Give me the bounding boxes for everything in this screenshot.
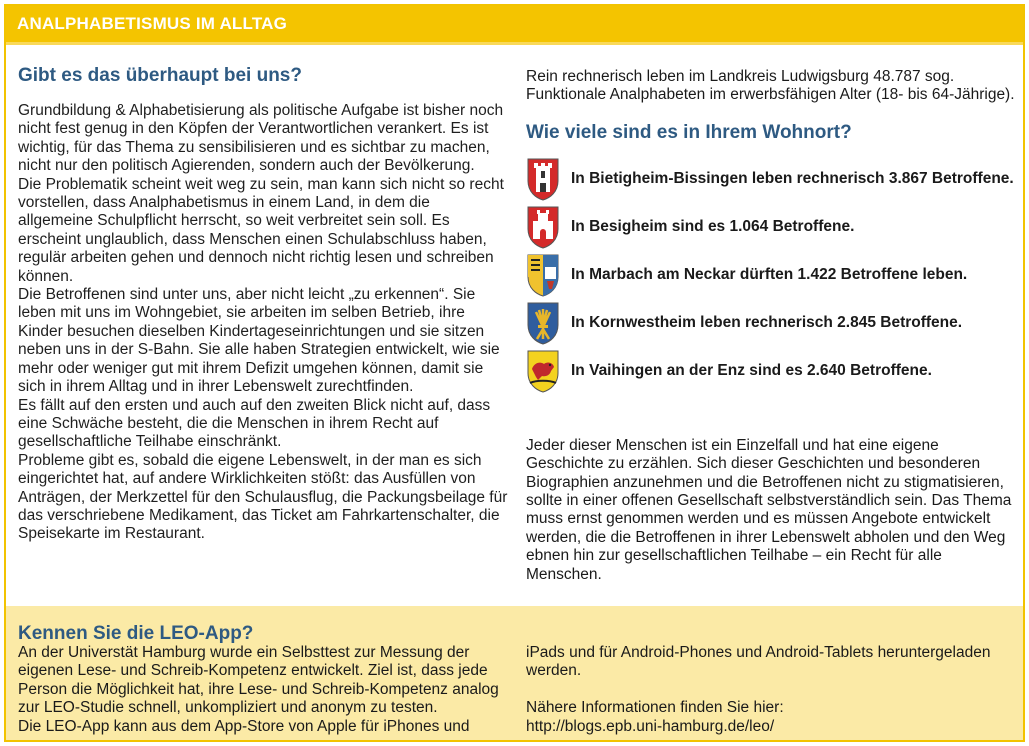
more-info-label: Nähere Informationen finden Sie hier: (526, 699, 784, 717)
right-column (526, 68, 1018, 584)
vaihingen-crest-icon (526, 349, 560, 393)
town-text: In Bietigheim-Bissingen leben rechnerisch 3.867 Betroffene. (571, 169, 1014, 187)
besigheim-crest-icon (526, 205, 560, 249)
article-frame (4, 4, 1025, 742)
closing-paragraph: Jeder dieser Menschen ist ein Einzelfall und hat eine eigene Geschichte zu erzählen. Sich dieser Geschichten und besonderen Biographien anzunehmen und die Betroffenen nicht zu stigmatisieren, sollte in einer offenen Gesellschaft selbstverständlich sein. Das Thema muss ernst genommen werden und es müssen Angebote entwickelt werden, die die Betroffenen in ihrer Lebenswelt abholen und den Weg ebnen hin zur gesellschaftlichen Teilhabe – ein Recht für alle Menschen. (526, 436, 1012, 583)
marbach-crest-icon (526, 253, 560, 297)
leo-app-download-start: Die LEO-App kann aus dem App-Store von Apple für iPhones und (18, 717, 470, 735)
paragraph-3: Die Betroffenen sind unter uns, aber nicht leicht „zu erkennen“. Sie leben mit uns im Wohngebiet, sie arbeiten im selben Betrieb, ihre Kinder besuchen dieselben Kindertageseinrichtungen und sie sitzen neben uns in der S-Bahn. Sie alle haben Strategien entwickelt, wie sie mehr oder weniger gut mit ihrem Defizit umgehen können, damit sie sich in ihrem Alltag und in ihrer Lebenswelt zurechtfinden. (18, 286, 500, 396)
paragraph-4: Es fällt auf den ersten und auch auf den zweiten Blick nicht auf, dass eine Schwäche besteht, die die Menschen in ihrem Recht auf gesellschaftliche Teilhabe einschränkt. (18, 396, 491, 451)
leo-app-right-text (526, 644, 1016, 736)
town-item-marbach (526, 253, 1018, 297)
town-text: In Vaihingen an der Enz sind es 2.640 Betroffene. (571, 361, 932, 379)
left-column (18, 64, 508, 544)
section-header: ANALPHABETISMUS IM ALLTAG (6, 6, 1023, 42)
left-heading: Gibt es das überhaupt bei uns? (18, 65, 302, 86)
leo-app-box (6, 606, 1023, 740)
paragraph-5: Probleme gibt es, sobald die eigene Lebenswelt, in der man es sich eingerichtet hat, auf andere Wirklichkeiten stößt: das Ausfüllen von Anträgen, der Merkzettel für den Schulausflug, die Packungsbeilage für das verschriebene Medikament, das Ticket am Fahrkartenschalter, die Speisekarte im Restaurant. (18, 451, 508, 543)
town-item-kornwestheim (526, 301, 1018, 345)
bietigheim-crest-icon (526, 157, 560, 201)
town-text: In Marbach am Neckar dürften 1.422 Betroffene leben. (571, 265, 968, 283)
paragraph-1: Grundbildung & Alphabetisierung als politische Aufgabe ist bisher noch nicht fest genug in den Köpfen der Verantwortlichen verankert. Es ist wichtig, für das Thema zu sensibilisieren und es sichtbar zu machen, nicht nur den politisch Agierenden, sondern auch der Bevölkerung. (18, 102, 504, 175)
town-item-bietigheim (526, 157, 1018, 201)
right-heading: Wie viele sind es in Ihrem Wohnort? (526, 121, 852, 143)
leo-app-left-text (18, 644, 508, 736)
leo-app-heading: Kennen Sie die LEO-App? (18, 623, 254, 644)
district-intro: Rein rechnerisch leben im Landkreis Ludwigsburg 48.787 sog. Funktionale Analphabeten im erwerbsfähigen Alter (18- bis 64-Jährige). (526, 68, 1015, 104)
leo-app-description: An der Universtät Hamburg wurde ein Selbsttest zur Messung der eigenen Lese- und Schreib-Kompetenz entwickelt. Ziel ist, dass jede Person die Möglichkeit hat, ihre Lese- und Schreib-Kompetenz analog zur LEO-Studie schnell, unkompliziert und anonym zu testen. (18, 644, 499, 717)
town-item-vaihingen (526, 349, 1018, 393)
leo-app-download-end: iPads und für Android-Phones und Android-Tablets heruntergeladen werden. (526, 644, 991, 680)
kornwestheim-crest-icon (526, 301, 560, 345)
town-item-besigheim (526, 205, 1018, 249)
more-info-link[interactable]: http://blogs.epb.uni-hamburg.de/leo/ (526, 717, 775, 735)
town-text: In Kornwestheim leben rechnerisch 2.845 Betroffene. (571, 313, 963, 331)
town-text: In Besigheim sind es 1.064 Betroffene. (571, 217, 855, 235)
paragraph-2: Die Problematik scheint weit weg zu sein, man kann sich nicht so recht vorstellen, dass Analphabetismus in einem Land, in dem die allgemeine Schulpflicht herrscht, so weit verbreitet sein soll. Es erscheint unglaublich, dass Menschen einen Schulabschluss haben, regulär arbeiten gehen und dennoch nicht richtig lesen und schreiben können. (18, 175, 504, 285)
